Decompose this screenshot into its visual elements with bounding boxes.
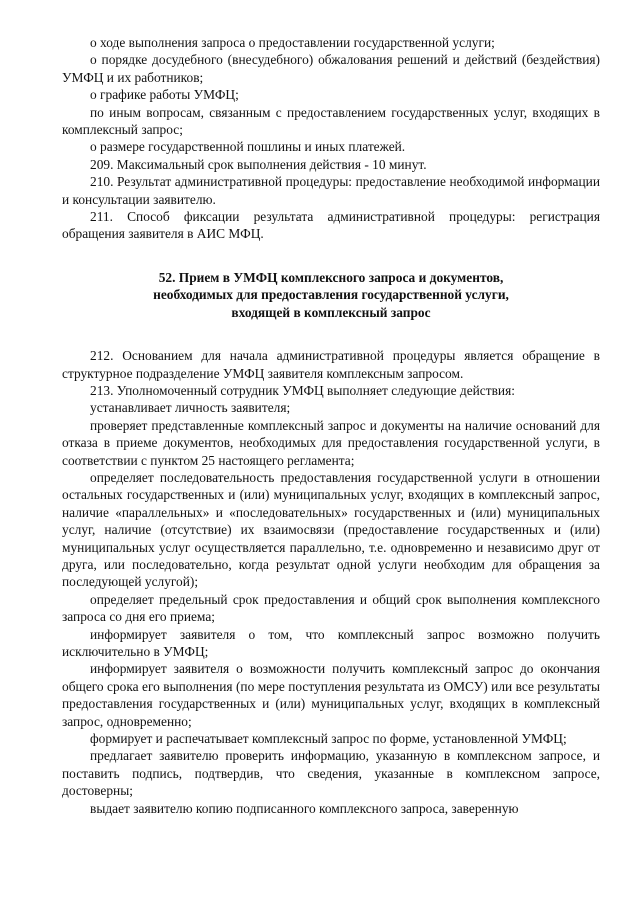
heading-line: необходимых для предоставления государственной услуги, xyxy=(153,287,509,303)
paragraphs-after xyxy=(62,347,600,817)
paragraphs-before xyxy=(62,34,600,243)
paragraph: о порядке досудебного (внесудебного) обжалования решений и действий (бездействия) УМФЦ и их работников; xyxy=(62,52,600,85)
paragraph: информирует заявителя о возможности получить комплексный запрос до окончания общего срока его выполнения (по мере поступления результата из ОМСУ) или все результаты предоставления государственных и (или) муниципальных услуг, входящих в комплексный запрос, одновременно; xyxy=(62,661,600,729)
paragraph: 209. Максимальный срок выполнения действия - 10 минут. xyxy=(90,156,427,172)
paragraph: 212. Основанием для начала административной процедуры является обращение в структурное подразделение УМФЦ заявителя комплексным запросом. xyxy=(62,348,600,381)
paragraph: предлагает заявителю проверить информацию, указанную в комплексном запросе, и поставить подпись, подтвердив, что сведения, указанные в комплексном запросе, достоверны; xyxy=(62,748,600,799)
section-heading xyxy=(62,269,600,321)
paragraph: 210. Результат административной процедуры: предоставление необходимой информации и консультации заявителю. xyxy=(62,174,600,207)
paragraph: устанавливает личность заявителя; xyxy=(90,400,291,416)
paragraph: проверяет представленные комплексный запрос и документы на наличие оснований для отказа в приеме документов, необходимых для предоставления государственной услуги, в соответствии с пунктом 25 настоящего регламента; xyxy=(62,417,600,468)
heading-line: входящей в комплексный запрос xyxy=(231,304,431,320)
paragraph: определяет предельный срок предоставления и общий срок выполнения комплексного запроса со дня его приема; xyxy=(62,591,600,625)
paragraph: о ходе выполнения запроса о предоставлении государственной услуги; xyxy=(90,35,495,50)
paragraph: о графике работы УМФЦ; xyxy=(90,87,239,103)
paragraph: по иным вопросам, связанным с предоставлением государственных услуг, входящих в комплексный запрос; xyxy=(62,104,600,138)
paragraph: 213. Уполномоченный сотрудник УМФЦ выполняет следующие действия: xyxy=(90,382,515,398)
heading-line: 52. Прием в УМФЦ комплексного запроса и документов, xyxy=(158,269,504,285)
paragraph: 211. Способ фиксации результата административной процедуры: регистрация обращения заявителя в АИС МФЦ. xyxy=(62,209,600,242)
paragraph: определяет последовательность предоставления государственной услуги в отношении остальных государственных и (или) муниципальных услуг, входящих в комплексный запрос, наличие «параллельных» и «последовательных» государственных и (или) муниципальных услуг, наличие (отсутствие) их взаимосвязи (предоставление государственных и (или) муниципальных услуг осуществляется параллельно, т.е. одновременно и независимо друг от друга, или последовательно, когда результат одной услуги необходим для обращения за последующей услугой); xyxy=(62,469,600,590)
paragraph: выдает заявителю копию подписанного комплексного запроса, заверенную xyxy=(90,800,519,816)
paragraph: информирует заявителя о том, что комплексный запрос возможно получить исключительно в УМФЦ; xyxy=(62,626,600,659)
paragraph: о размере государственной пошлины и иных платежей. xyxy=(90,139,406,155)
paragraph: формирует и распечатывает комплексный запрос по форме, установленной УМФЦ; xyxy=(90,731,567,747)
